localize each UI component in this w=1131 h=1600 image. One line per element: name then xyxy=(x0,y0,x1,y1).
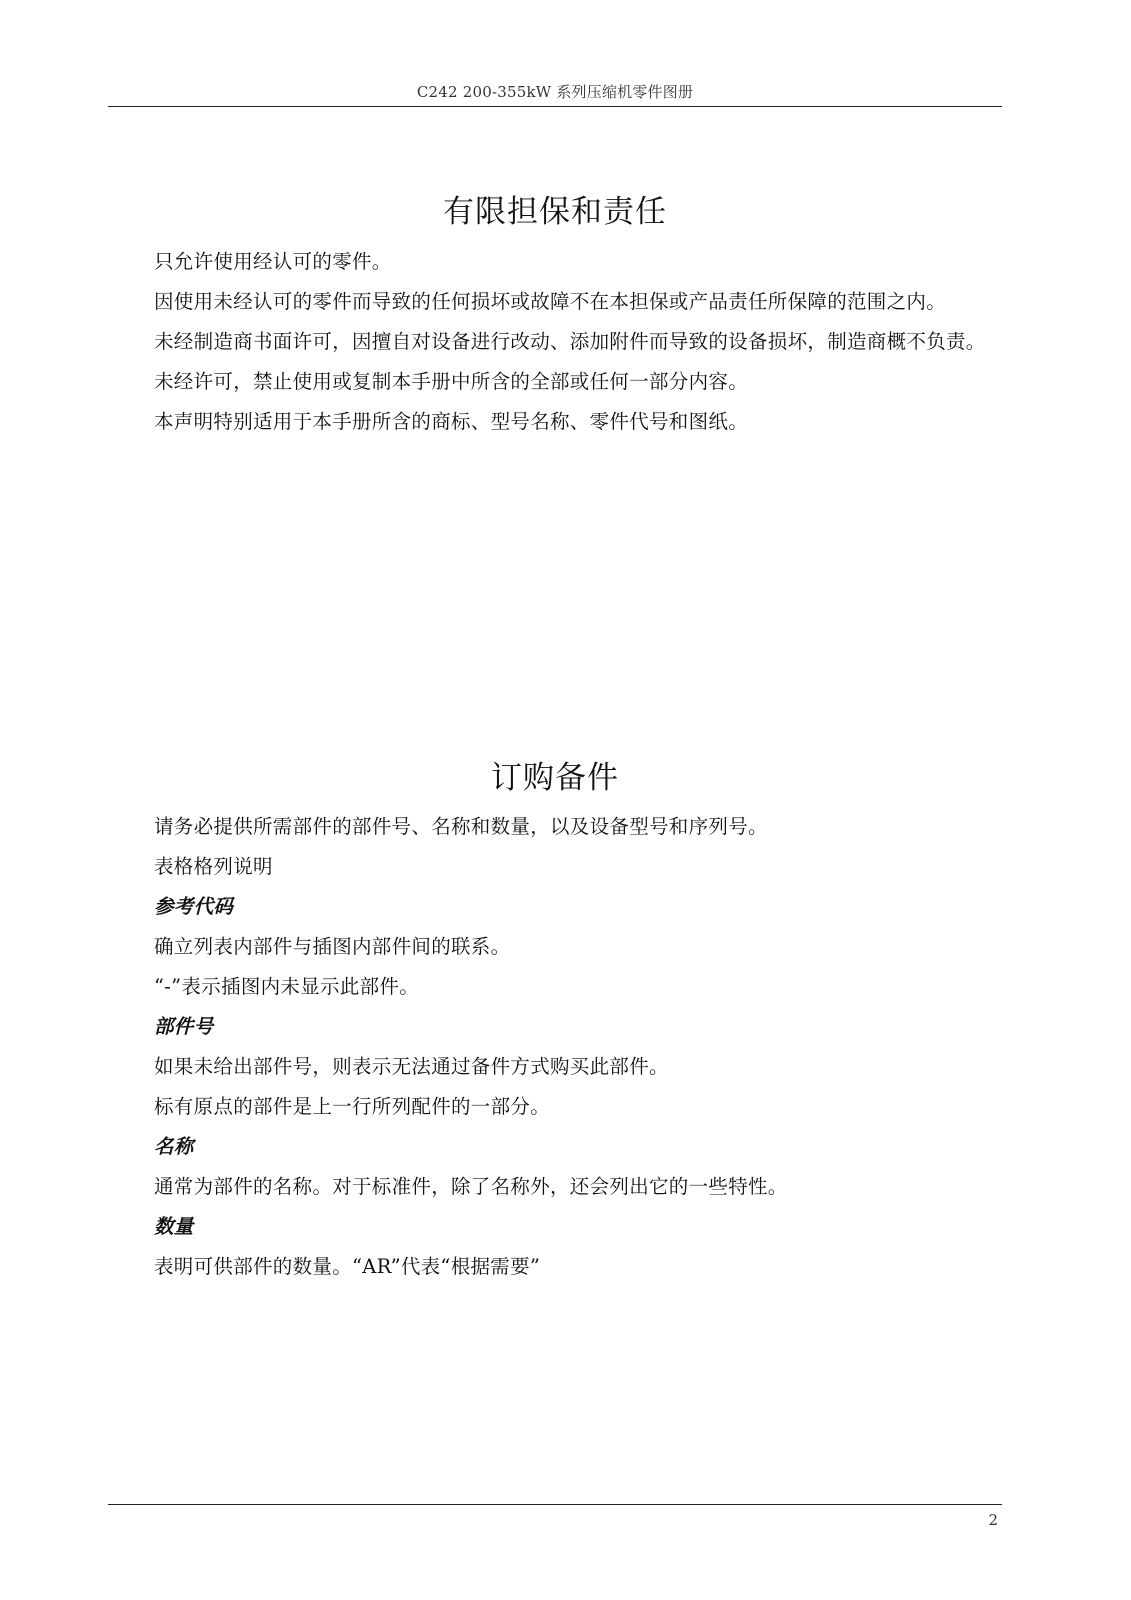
ref-code-description: 确立列表内部件与插图内部件间的联系。 xyxy=(154,935,511,958)
ref-code-description: “-”表示插图内未显示此部件。 xyxy=(154,975,420,998)
page-number: 2 xyxy=(988,1511,998,1529)
warranty-section-title: 有限担保和责任 xyxy=(443,194,667,230)
name-description: 通常为部件的名称。对于标准件，除了名称外，还会列出它的一些特性。 xyxy=(154,1175,788,1198)
ordering-intro: 请务必提供所需部件的部件号、名称和数量，以及设备型号和序列号。 xyxy=(154,815,768,838)
page-footer xyxy=(108,1504,1002,1529)
warranty-paragraph: 因使用未经认可的零件而导致的任何损坏或故障不在本担保或产品责任所保障的范围之内。 xyxy=(154,290,947,313)
warranty-paragraph: 未经许可，禁止使用或复制本手册中所含的全部或任何一部分内容。 xyxy=(154,370,749,393)
table-column-heading: 表格格列说明 xyxy=(154,855,273,878)
page-header xyxy=(108,78,1002,107)
ordering-section-title: 订购备件 xyxy=(491,760,619,796)
warranty-paragraph: 未经制造商书面许可，因擅自对设备进行改动、添加附件而导致的设备损坏，制造商概不负责。 xyxy=(154,330,986,353)
term-quantity: 数量 xyxy=(154,1215,194,1238)
term-part-number: 部件号 xyxy=(154,1015,214,1038)
term-name: 名称 xyxy=(154,1135,194,1158)
header-title: C242 200-355kW 系列压缩机零件图册 xyxy=(416,83,694,101)
quantity-description: 表明可供部件的数量。“AR”代表“根据需要” xyxy=(154,1255,541,1278)
warranty-body xyxy=(108,242,1002,442)
term-ref-code: 参考代码 xyxy=(154,895,234,918)
part-number-description: 如果未给出部件号，则表示无法通过备件方式购买此部件。 xyxy=(154,1055,669,1078)
warranty-paragraph: 只允许使用经认可的零件。 xyxy=(154,250,392,273)
warranty-paragraph: 本声明特别适用于本手册所含的商标、型号名称、零件代号和图纸。 xyxy=(154,410,749,433)
part-number-description: 标有原点的部件是上一行所列配件的一部分。 xyxy=(154,1095,551,1118)
ordering-body xyxy=(154,807,1002,1287)
